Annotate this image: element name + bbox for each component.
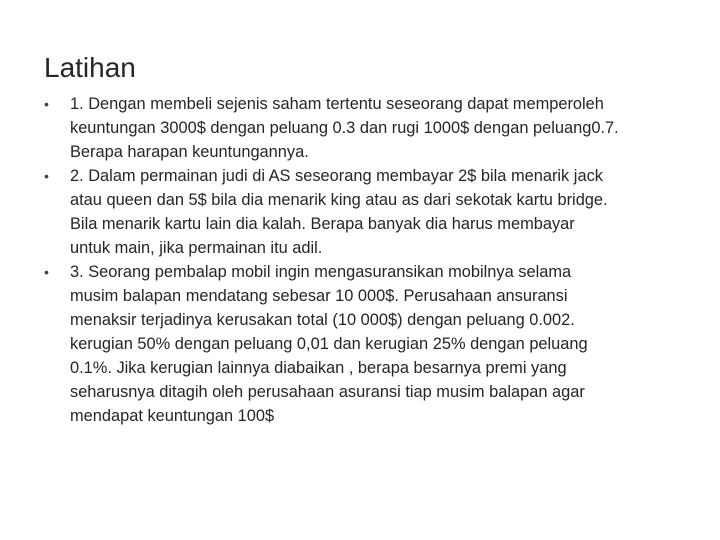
bullet-line: 1. Dengan membeli sejenis saham tertentu seseorang dapat memperoleh (70, 95, 604, 113)
bullet-line: 0.1%. Jika kerugian lainnya diabaikan , berapa besarnya premi yang (70, 359, 567, 377)
bullet-item-1 (0, 92, 675, 164)
bullet-line: Bila menarik kartu lain dia kalah. Berapa banyak dia harus membayar (70, 215, 575, 233)
bullet-marker: • (44, 96, 49, 112)
bullet-line: Berapa harapan keuntungannya. (70, 143, 309, 161)
bullet-line: musim balapan mendatang sebesar 10 000$. Perusahaan ansuransi (70, 287, 568, 305)
bullet-line: menaksir terjadinya kerusakan total (10 000$) dengan peluang 0.002. (70, 311, 575, 329)
bullet-line: 2. Dalam permainan judi di AS seseorang membayar 2$ bila menarik jack (70, 167, 603, 185)
bullet-item-2 (0, 164, 675, 260)
bullet-line: atau queen dan 5$ bila dia menarik king atau as dari sekotak kartu bridge. (70, 191, 608, 209)
bullet-line: seharusnya ditagih oleh perusahaan asuransi tiap musim balapan agar (70, 383, 585, 401)
bullet-marker: • (44, 168, 49, 184)
bullet-item-3 (0, 260, 675, 428)
bullet-line: kerugian 50% dengan peluang 0,01 dan kerugian 25% dengan peluang (70, 335, 588, 353)
bullet-line: 3. Seorang pembalap mobil ingin mengasuransikan mobilnya selama (70, 263, 572, 281)
bullet-line: mendapat keuntungan 100$ (70, 407, 275, 425)
bullet-line: untuk main, jika permainan itu adil. (70, 239, 323, 257)
bullet-line: keuntungan 3000$ dengan peluang 0.3 dan rugi 1000$ dengan peluang0.7. (70, 119, 619, 137)
slide-title: Latihan (44, 52, 136, 83)
bullet-marker: • (44, 264, 49, 280)
bullet-list (0, 92, 720, 428)
